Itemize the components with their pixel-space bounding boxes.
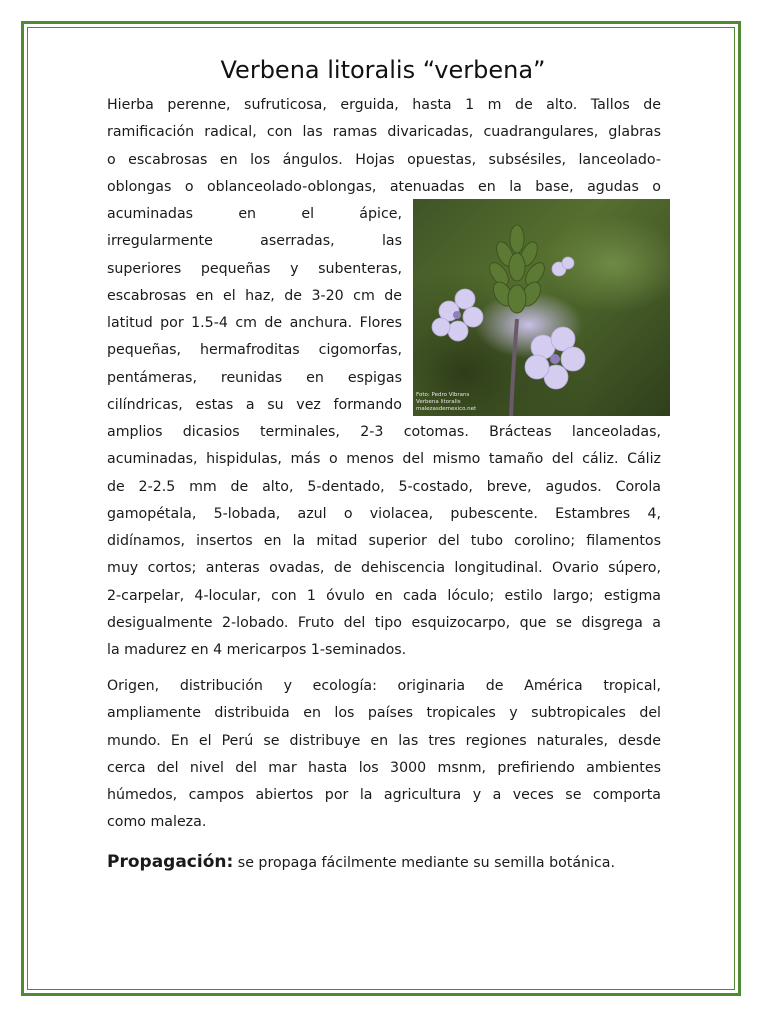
- propagation-text: se propaga fácilmente mediante su semilla botánica.: [233, 855, 615, 871]
- text-line: 2-carpelar, 4-locular, con 1 óvulo en cada lóculo; estilo largo; estigma: [107, 587, 661, 604]
- text-line: pequeñas, hermafroditas cigomorfas,: [107, 342, 402, 359]
- photo-credit-line: malezasdemexico.net: [416, 406, 477, 412]
- text-line: como maleza.: [107, 814, 207, 831]
- photo-credit: [416, 392, 476, 413]
- description-bottom: [107, 419, 661, 665]
- text-line: irregularmente aserradas, las: [107, 233, 402, 250]
- text-line: o escabrosas en los ángulos. Hojas opuestas, subsésiles, lanceolado-: [107, 151, 661, 168]
- text-line: cilíndricas, estas a su vez formando: [107, 397, 402, 414]
- text-line: latitud por 1.5-4 cm de anchura. Flores: [107, 315, 402, 332]
- text-line: muy cortos; anteras ovadas, de dehiscencia longitudinal. Ovario súpero,: [107, 560, 661, 577]
- text-line: de 2-2.5 mm de alto, 5-dentado, 5-costado, breve, agudos. Corola: [107, 478, 661, 495]
- text-line: la madurez en 4 mericarpos 1-seminados.: [107, 642, 407, 659]
- verbena-photo: [413, 199, 670, 416]
- text-line: pentámeras, reunidas en espigas: [107, 369, 402, 386]
- text-line: didínamos, insertos en la mitad superior del tubo corolino; filamentos: [107, 533, 661, 550]
- text-line: escabrosas en el haz, de 3-20 cm de: [107, 287, 402, 304]
- flower-illustration: [413, 199, 670, 416]
- text-line: ampliamente distribuida en los países tropicales y subtropicales del: [107, 705, 661, 722]
- propagation-label: Propagación:: [107, 852, 234, 872]
- propagation-paragraph: [107, 848, 661, 877]
- text-line: amplios dicasios terminales, 2-3 cotomas. Brácteas lanceoladas,: [107, 424, 661, 440]
- photo-credit-line: Foto: Pedro Vibrans: [416, 392, 470, 398]
- text-line: acuminadas en el ápice,: [107, 206, 402, 222]
- text-line: oblongas o oblanceolado-oblongas, atenuadas en la base, agudas o: [107, 178, 661, 195]
- description-wrap: [107, 201, 402, 419]
- text-line: Hierba perenne, sufruticosa, erguida, hasta 1 m de alto. Tallos de: [107, 97, 661, 113]
- text-line: superiores pequeñas y subenteras,: [107, 260, 402, 277]
- page-title: Verbena litoralis “verbena”: [220, 56, 546, 84]
- origin-paragraph: [107, 673, 661, 837]
- text-line: húmedos, campos abiertos por la agricultura y a veces se comporta: [107, 787, 661, 804]
- text-line: gamopétala, 5-lobada, azul o violacea, pubescente. Estambres 4,: [107, 505, 661, 522]
- text-line: acuminadas, hispidulas, más o menos del mismo tamaño del cáliz. Cáliz: [107, 451, 661, 468]
- text-line: ramificación radical, con las ramas divaricadas, cuadrangulares, glabras: [107, 124, 661, 141]
- text-line: cerca del nivel del mar hasta los 3000 msnm, prefiriendo ambientes: [107, 759, 661, 776]
- description-top: [107, 92, 661, 201]
- text-line: Origen, distribución y ecología: originaria de América tropical,: [107, 678, 661, 694]
- text-line: desigualmente 2-lobado. Fruto del tipo esquizocarpo, que se disgrega a: [107, 615, 661, 632]
- text-line: mundo. En el Perú se distribuye en las tres regiones naturales, desde: [107, 732, 661, 749]
- photo-credit-line: Verbena litoralis: [416, 399, 461, 405]
